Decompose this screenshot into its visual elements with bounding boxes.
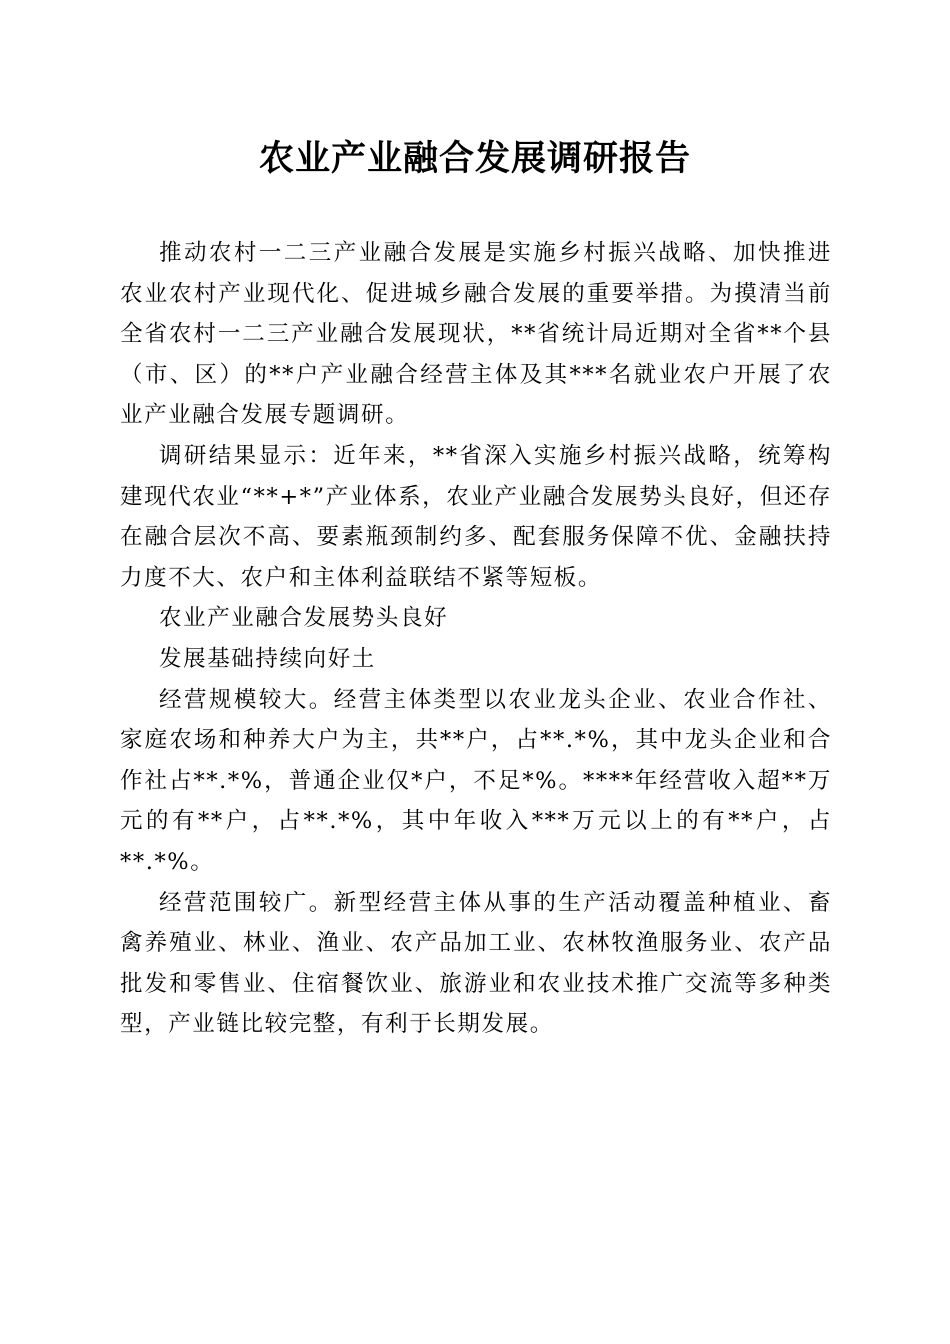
paragraph-findings: 调研结果显示：近年来，**省深入实施乡村振兴战略，统筹构建现代农业“**+*”产业体系，农业产业融合发展势头良好，但还存在融合层次不高、要素瓶颈制约多、配套服务保障不优、金融扶持力度不大、农户和主体利益联结不紧等短板。 [120,442,832,591]
paragraph-scale: 经营规模较大。经营主体类型以农业龙头企业、农业合作社、家庭农场和种养大户为主，共**户，占**.*%，其中龙头企业和合作社占**.*%，普通企业仅*户，不足*%。****年经营收入超**万元的有**户，占**.*%，其中年收入***万元以上的有**户，占**.*%。 [120,686,832,875]
paragraph-scope: 经营范围较广。新型经营主体从事的生产活动覆盖种植业、畜禽养殖业、林业、渔业、农产品加工业、农林牧渔服务业、农产品批发和零售业、住宿餐饮业、旅游业和农业技术推广交流等多种类型，产业链比较完整，有利于长期发展。 [120,889,832,1038]
document-title: 农业产业融合发展调研报告 [258,138,691,179]
document-body [120,233,832,1045]
subsection-heading: 发展基础持续向好土 [159,645,376,672]
paragraph-intro: 推动农村一二三产业融合发展是实施乡村振兴战略、加快推进农业农村产业现代化、促进城乡融合发展的重要举措。为摸清当前全省农村一二三产业融合发展现状，**省统计局近期对全省**个县（市、区）的**户产业融合经营主体及其***名就业农户开展了农业产业融合发展专题调研。 [120,240,832,429]
section-heading: 农业产业融合发展势头良好 [159,605,449,632]
